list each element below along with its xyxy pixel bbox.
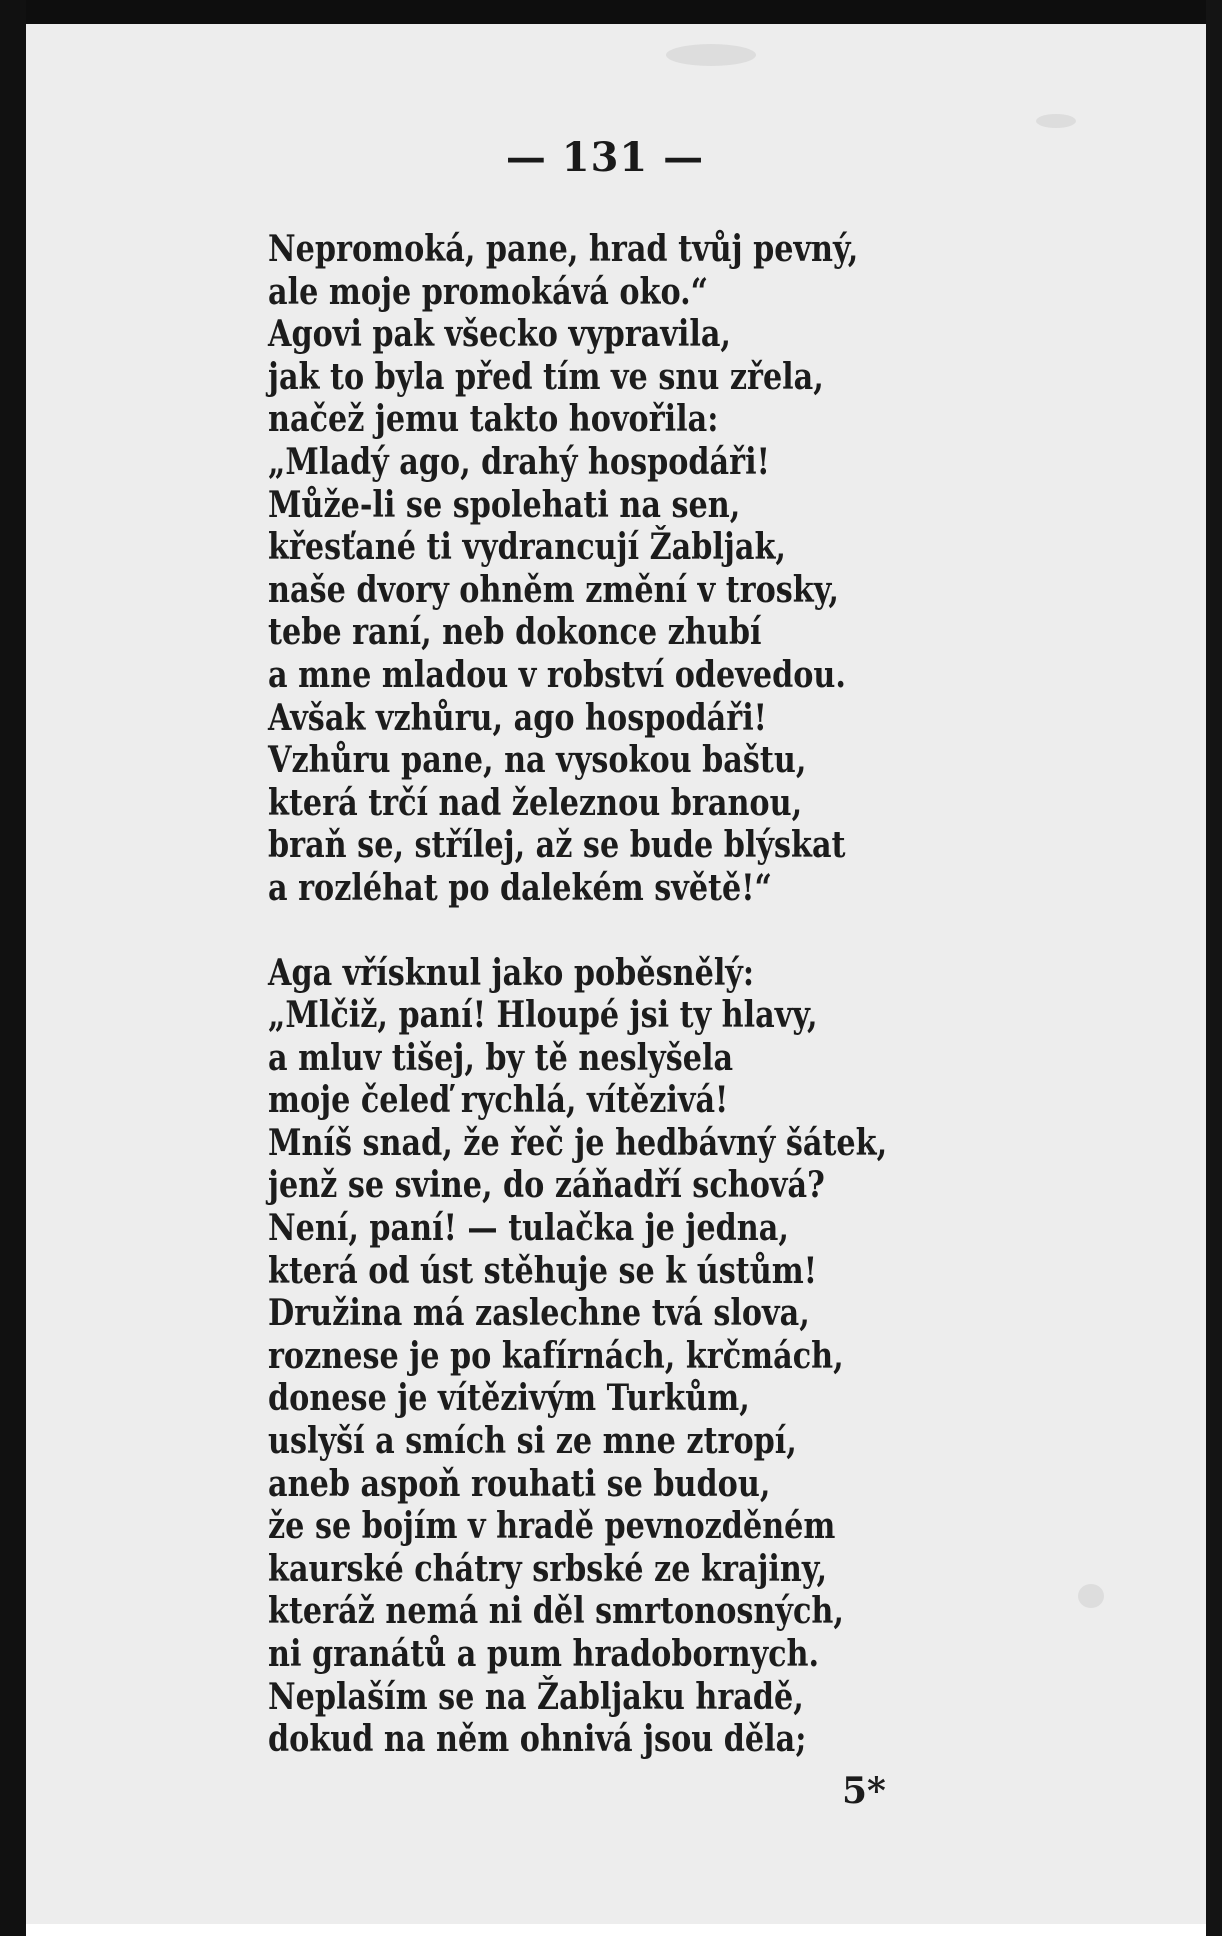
poem-text bbox=[268, 228, 940, 1761]
verse-line: a mluv tišej, by tě neslyšela bbox=[268, 1036, 734, 1079]
verse-line: Vzhůru pane, na vysokou baštu, bbox=[268, 739, 807, 782]
stanza bbox=[268, 228, 940, 910]
verse-line: kteráž nemá ni děl smrtonosných, bbox=[268, 1590, 844, 1633]
verse-line: naše dvory ohněm změní v trosky, bbox=[268, 568, 839, 611]
verse-line: která od úst stěhuje se k ústům! bbox=[268, 1249, 817, 1292]
verse-line: moje čeleď rychlá, vítězivá! bbox=[268, 1079, 729, 1122]
verse-line: uslyší a smích si ze mne ztropí, bbox=[268, 1420, 797, 1463]
paper-stain bbox=[1078, 1584, 1104, 1608]
verse-line: Není, paní! — tulačka je jedna, bbox=[268, 1207, 789, 1250]
verse-line: Avšak vzhůru, ago hospodáři! bbox=[268, 696, 767, 739]
verse-line: Agovi pak všecko vypravila, bbox=[268, 313, 731, 356]
paper-stain bbox=[666, 44, 756, 66]
verse-line: která trčí nad železnou branou, bbox=[268, 781, 803, 824]
verse-line: braň se, střílej, až se bude blýskat bbox=[268, 824, 846, 867]
verse-line: jenž se svine, do záňadří schová? bbox=[268, 1164, 825, 1207]
verse-line: načež jemu takto hovořila: bbox=[268, 398, 719, 441]
book-page bbox=[26, 24, 1206, 1924]
verse-line: a mne mladou v robství odevedou. bbox=[268, 653, 846, 696]
verse-line: „Mlčiž, paní! Hloupé jsi ty hlavy, bbox=[268, 994, 818, 1037]
stanza bbox=[268, 952, 940, 1761]
verse-line: Mníš snad, že řeč je hedbávný šátek, bbox=[268, 1121, 888, 1164]
verse-line: dokud na něm ohnivá jsou děla; bbox=[268, 1718, 807, 1761]
verse-line: roznese je po kafírnách, krčmách, bbox=[268, 1334, 844, 1377]
verse-line: Družina má zaslechne tvá slova, bbox=[268, 1292, 810, 1335]
scan-border-right bbox=[1206, 0, 1222, 1936]
verse-line: aneb aspoň rouhati se budou, bbox=[268, 1462, 771, 1505]
verse-line: Aga vřísknul jako poběsnělý: bbox=[268, 951, 755, 994]
verse-line: že se bojím v hradě pevnozděném bbox=[268, 1505, 836, 1548]
verse-line: křesťané ti vydrancují Žabljak, bbox=[268, 526, 786, 569]
scan-border-left bbox=[0, 0, 26, 1936]
verse-line: ni granátů a pum hradobornych. bbox=[268, 1633, 820, 1675]
verse-line: Nepromoká, pane, hrad tvůj pevný, bbox=[268, 228, 859, 270]
verse-line: ale moje promokává oko.“ bbox=[268, 270, 709, 313]
verse-line: a rozléhat po dalekém světě!“ bbox=[268, 866, 772, 909]
verse-line: donese je vítězivým Turkům, bbox=[268, 1377, 750, 1420]
paper-stain bbox=[1036, 114, 1076, 128]
page-number: — 131 — bbox=[505, 134, 705, 181]
stanza-gap bbox=[268, 910, 940, 952]
scan-border-top bbox=[0, 0, 1222, 24]
verse-line: „Mladý ago, drahý hospodáři! bbox=[268, 440, 770, 483]
signature-mark: 5* bbox=[842, 1770, 886, 1812]
verse-line: jak to byla před tím ve snu zřela, bbox=[268, 355, 824, 398]
verse-line: Neplaším se na Žabljaku hradě, bbox=[268, 1675, 804, 1718]
verse-line: tebe raní, neb dokonce zhubí bbox=[268, 611, 762, 654]
verse-line: kaurské chátry srbské ze krajiny, bbox=[268, 1547, 828, 1590]
verse-line: Může-li se spolehati na sen, bbox=[268, 483, 741, 526]
